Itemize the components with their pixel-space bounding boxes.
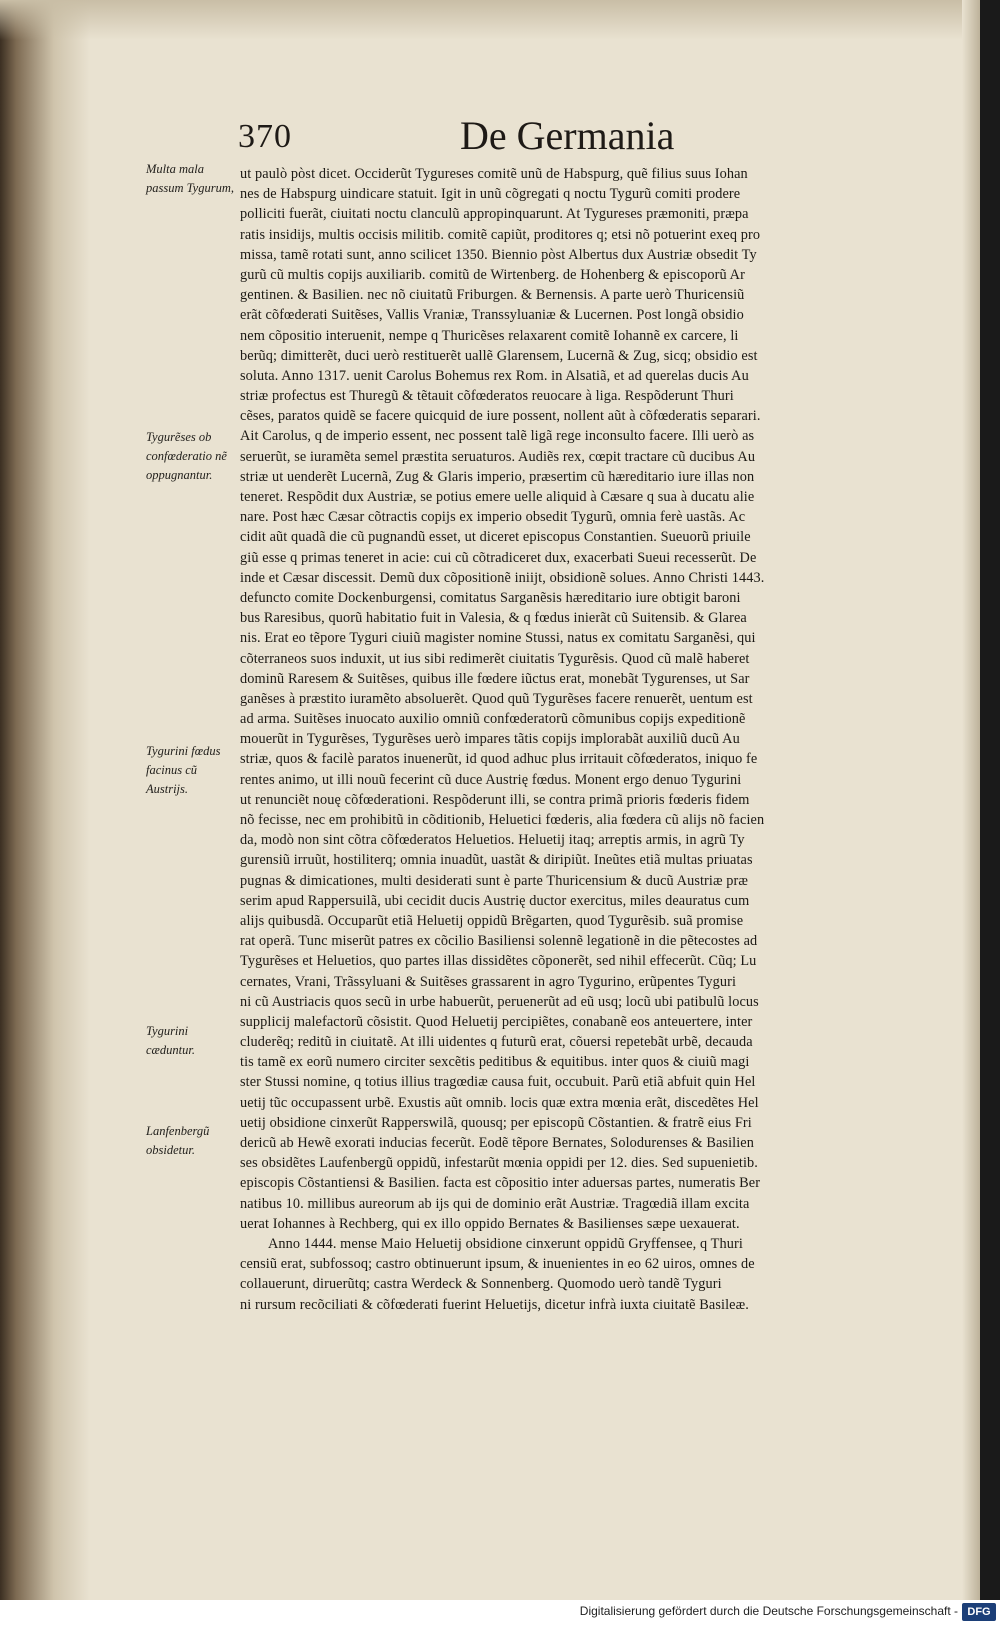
text-line: cidit aũt quadã die cũ pugnandũ esset, ut diceret episcopus Constantien. Sueuorũ priuile: [240, 529, 751, 546]
text-line: cõterraneos suos induxit, ut ius sibi redimerẽt ciuitatis Tygurẽsis. Quod cũ malẽ haberet: [240, 650, 750, 667]
text-line: striæ, quos & facilè paratos inuenerũt, id quod adhuc plus irritauit cõfœderatos, iniquo fe: [240, 751, 758, 768]
text-line: gurensiũ irruũt, hostiliterq; omnia inuadũt, uastãt & diripiũt. Ineũtes etiã multas priuatas: [240, 852, 753, 869]
text-line: Tygurẽses et Heluetios, quo partes illas dissidẽtes cõponerẽt, sed nihil effecerũt. Cũq; Lu: [240, 953, 757, 970]
text-line: mouerũt in Tygurẽses, Tygurẽses uerò impares tãtis copijs implorabãt auxiliũ ducũ Au: [240, 731, 740, 748]
text-body: [240, 164, 940, 1315]
page-top-shade: [0, 0, 980, 40]
text-line: nare. Post hæc Cæsar cõtractis copijs ex imperio obsedit Tygurũ, omnia ferè uastãs. Ac: [240, 509, 746, 526]
dfg-logo-icon: DFG: [962, 1603, 996, 1621]
text-line: uetij obsidione cinxerũt Rapperswilã, quousq; per episcopũ Cõstantien. & fratrẽ eius Fri: [240, 1114, 752, 1131]
text-line: berũq; dimitterẽt, duci uerò restituerẽt uallẽ Glarensem, Lucernã & Zug, sicq; obsidio est: [240, 347, 758, 364]
text-line: Ait Carolus, q de imperio essent, nec possent talẽ ligã rege inconsulto facere. Illi uerò as: [240, 428, 755, 445]
text-line: rat operã. Tunc miserũt patres ex cõcilio Basiliensi solennẽ legationẽ in die pẽtecostes ad: [240, 933, 758, 950]
text-line: ut paulò pòst dicet. Occiderũt Tygureses comitẽ unũ de Habspurg, quẽ filius suus Iohan: [240, 166, 748, 182]
text-line: Anno 1444. mense Maio Heluetij obsidione cinxerunt oppidũ Gryffensee, q Thuri: [268, 1235, 743, 1252]
text-line: ganẽses à præstito iuramẽto absoluerẽt. Quod quũ Tygurẽses facere renuerẽt, uentum est: [240, 690, 753, 707]
text-line: natibus 10. millibus aureorum ab ijs qui de dominio erãt Austriæ. Tragœdiã illam excita: [240, 1195, 750, 1212]
page-header: [230, 112, 700, 164]
text-line: cluderẽq; reditũ in ciuitatẽ. At illi uidentes q futurũ erat, cõuersi repetebãt urbẽ, decauda: [240, 1034, 753, 1051]
text-line: striæ profectus est Thuregũ & tẽtauit cõfœderatos reuocare à liga. Respõderunt Thuri: [240, 388, 734, 405]
text-line: dominũ Raresem & Suitẽses, quibus ille fœdere iũctus erat, monebãt Tygurenses, ut Sar: [240, 670, 750, 687]
text-line: soluta. Anno 1317. uenit Carolus Bohemus rex Rom. in Alsatiã, et ad querelas ducis Au: [240, 367, 749, 384]
text-line: pugnas & dimicationes, multi desiderati sunt è parte Thuricensium & ducũ Austriæ præ: [240, 872, 749, 889]
text-line: ster Stussi nomine, q totius illius tragœdiæ causa fuit, occubuit. Parũ etiã abfuit quin Hel: [240, 1074, 756, 1091]
text-line: seruerũt, se iuramẽta semel præstita seruaturos. Audiẽs rex, cœpit tractare cũ ducibus Au: [240, 448, 756, 465]
text-line: cernates, Vrani, Trãssyluani & Suitẽses grassarent in agro Tygurino, erũpentes Tyguri: [240, 973, 737, 990]
text-line: ut renunciẽt nouę cõfœderationi. Respõderunt illi, se contra primã prioris fœderis fidem: [240, 791, 750, 808]
text-line: collauerunt, diruerũtq; castra Werdeck & Sonnenberg. Quomodo uerò tandẽ Tyguri: [240, 1276, 722, 1293]
text-line: teneret. Respõdit dux Austriæ, se potius emere uelle aliquid à Cæsare q sua à ducatu alie: [240, 489, 755, 505]
text-line: giũ esse q primas teneret in acie: cui cũ cõtradiceret dux, exacerbati Sueui recesserũt. De: [240, 549, 757, 566]
text-line: nes de Habspurg uindicare statuit. Igit in unũ cõgregati q noctu Tygurũ comiti prodere: [240, 186, 741, 203]
text-line: gurũ cũ multis copijs auxiliarib. comitũ de Wirtenberg. de Hohenberg & episcoporũ Ar: [240, 266, 745, 283]
text-line: censiũ erat, subfossoq; castro obtinuerunt ipsum, & inuenientes in eo 62 uiros, omnes de: [240, 1256, 755, 1273]
text-line: da, modò non sint cõtra cõfœderatos Heluetios. Heluetij itaq; arreptis armis, in agrũ Ty: [240, 832, 745, 849]
text-line: polliciti fuerãt, ciuitati noctu clanculũ appropinquarunt. At Tygureses præmoniti, præpa: [240, 206, 749, 223]
text-line: inde et Cæsar discessit. Demũ dux cõpositionẽ iniijt, obsidionẽ solues. Anno Christi 1443.: [240, 569, 765, 586]
margin-note: Multa mala passum Tygurum,: [146, 162, 234, 195]
book-spine-shadow: [0, 0, 90, 1600]
text-line: ratis insidijs, multis occisis militib. comitẽ capiũt, proditores q; etsi nõ potuerint exeq pro: [240, 226, 761, 243]
text-line: serim apud Rappersuilã, ubi cecidit ducis Austrię ductor exercitus, miles deauratus cum: [240, 892, 750, 909]
page-number: 370: [238, 118, 292, 155]
footer-bar: [0, 1600, 1000, 1625]
margin-note: Tygurẽses ob confœderatio nẽ oppugnantur.: [146, 430, 227, 482]
margin-notes: [146, 160, 238, 1220]
text-line: bus Raresibus, quorũ habitatio fuit in Valesia, & q fœdus inierãt cũ Suitensib. & Glarea: [240, 610, 747, 627]
text-line: ses obsidẽtes Laufenbergũ oppidũ, infestarũt mœnia oppidi per 12. dies. Sed supuenietib.: [240, 1155, 758, 1172]
text-line: uetij tũc occupassent urbẽ. Exustis aũt omnib. locis quæ extra mœnia erãt, discedẽtes Hel: [240, 1094, 759, 1111]
text-line: nõ fecisse, nec em prohibitũ in cõditionib, Heluetici fœderis, alia fœdera cũ alijs nõ facien: [240, 812, 765, 828]
margin-note: Tygurini fœdus facinus cũ Austrijs.: [146, 744, 221, 796]
text-line: ni cũ Austriacis quos secũ in urbe habuerũt, peruenerũt ad eũ usq; locũ ubi patibulũ locus: [240, 993, 759, 1010]
text-line: ni rursum recõciliati & cõfœderati fuerint Heluetijs, dicetur infrà iuxta ciuitatẽ Basileæ.: [240, 1296, 749, 1313]
text-line: uerat Iohannes à Rechberg, qui ex illo oppido Bernates & Basilienses sæpe uexauerat.: [240, 1215, 740, 1232]
text-line: dericũ ab Hewẽ exorati inducias fecerũt. Eodẽ tẽpore Bernates, Solodurenses & Basilien: [240, 1135, 754, 1151]
text-line: striæ ut uenderẽt Lucernã, Zug & Glaris imperio, præsertim cũ hæreditario iure illas non: [240, 468, 755, 485]
text-line: ad arma. Suitẽses inuocato auxilio omniũ confœderatorũ cõmunibus copijs expeditionẽ: [240, 711, 746, 728]
text-line: nis. Erat eo tẽpore Tyguri ciuiũ magister nomine Stussi, natus ex comitatu Sarganẽsi, qui: [240, 630, 756, 647]
page-edge: [962, 0, 980, 1600]
text-line: rentes animo, ut illi nouũ fecerint cũ duce Austrię fœdus. Monent ergo denuo Tygurini: [240, 771, 742, 788]
margin-note: Lanfenbergũ obsidetur.: [146, 1124, 210, 1157]
text-line: tis tamẽ ex eorũ numero circiter sexcẽtis peditibus & equitibus. inter quos & ciuiũ magi: [240, 1054, 750, 1071]
text-line: cẽses, paratos quidẽ se facere quicquid de iure possent, nollent aũt à cõfœderatis separari.: [240, 408, 761, 425]
running-title: De Germania: [460, 113, 675, 158]
text-line: alijs quibusdã. Occuparũt etiã Heluetij oppidũ Brẽgarten, quod Tygurẽsib. suã promise: [240, 912, 744, 929]
text-line: nem cõpositio interuenit, nempe q Thuricẽses relaxarent comitẽ Iohannẽ ex carcere, li: [240, 327, 739, 344]
text-line: episcopis Cõstantiensi & Basilien. facta est cõpositio inter aduersas partes, numeratis Ber: [240, 1175, 761, 1192]
text-line: supplicij malefactorũ cõsistit. Quod Heluetij percipiẽtes, conabanẽ eos anteuertere, inter: [240, 1013, 753, 1030]
text-line: defuncto comite Dockenburgensi, comitatus Sarganẽsis hæreditario iure obtigit baroni: [240, 589, 741, 606]
margin-note: Tygurini cæduntur.: [146, 1024, 195, 1057]
text-line: erãt cõfœderati Suitẽses, Vallis Vraniæ, Transsyluaniæ & Lucernen. Post longã obsidio: [240, 307, 744, 324]
text-line: missa, tamẽ rotati sunt, anno scilicet 1350. Biennio pòst Albertus dux Austriæ obsedit Ty: [240, 246, 757, 263]
footer-credit: Digitalisierung gefördert durch die Deutsche Forschungsgemeinschaft -: [579, 1604, 958, 1618]
text-line: gentinen. & Basilien. nec nõ ciuitatũ Friburgen. & Bernensis. A parte uerò Thuricensiũ: [240, 287, 745, 304]
